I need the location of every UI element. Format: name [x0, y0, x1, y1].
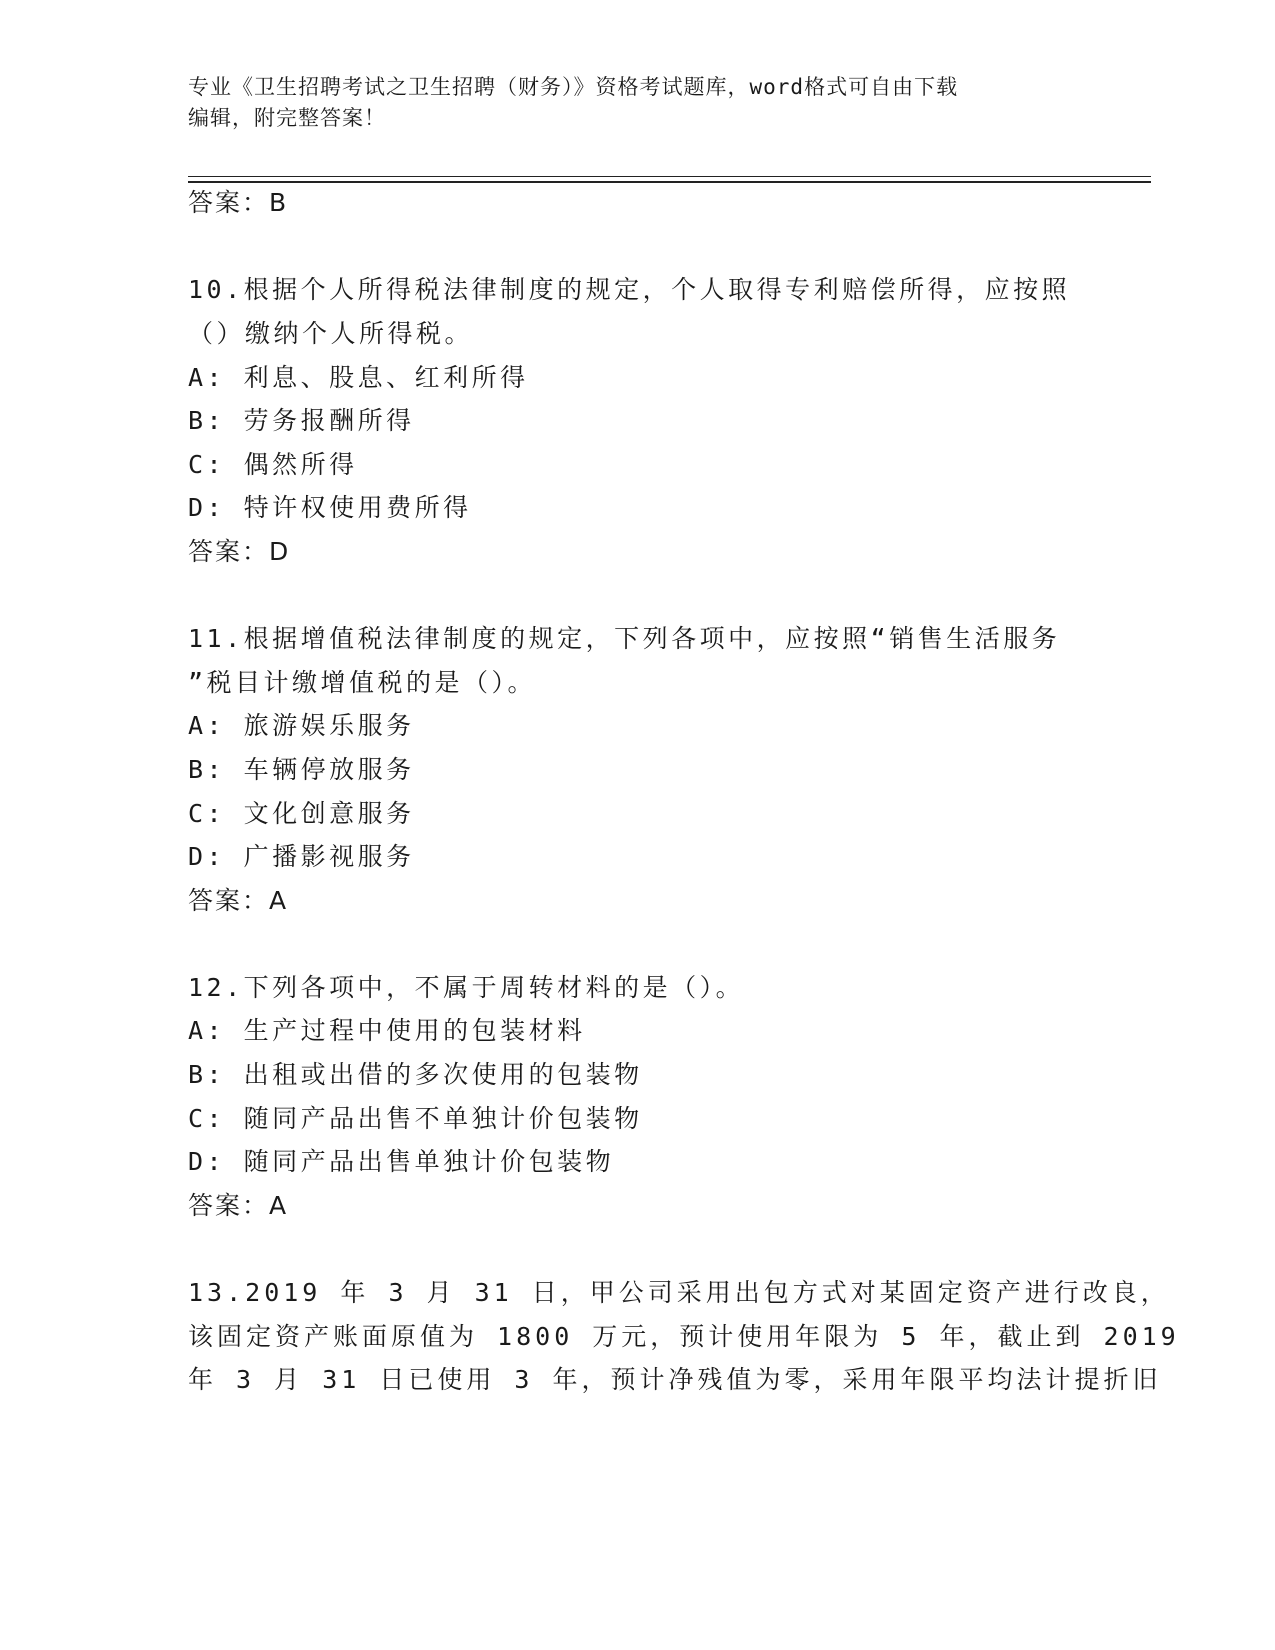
question-12-answer: 答案：A	[188, 1191, 289, 1220]
question-11-stem-line-2: ”税目计缴增值税的是（）。	[188, 668, 537, 697]
question-10-option-b: B: 劳务报酬所得	[188, 406, 415, 435]
question-10-stem-line-1: 10.根据个人所得税法律制度的规定，个人取得专利赔偿所得，应按照	[188, 275, 1071, 304]
question-11-option-b: B: 车辆停放服务	[188, 755, 415, 784]
document-header	[188, 72, 1088, 134]
question-11-answer: 答案：A	[188, 886, 289, 915]
question-10-option-a: A: 利息、股息、红利所得	[188, 363, 529, 392]
question-11-option-c: C: 文化创意服务	[188, 799, 415, 828]
question-10-option-d: D: 特许权使用费所得	[188, 493, 472, 522]
question-11-option-d: D: 广播影视服务	[188, 842, 415, 871]
question-12-stem-line-1: 12.下列各项中，不属于周转材料的是（）。	[188, 973, 745, 1002]
question-11-stem-line-1: 11.根据增值税法律制度的规定，下列各项中，应按照“销售生活服务	[188, 624, 1061, 653]
header-line-2: 编辑，附完整答案！	[188, 106, 386, 130]
answer-previous: 答案：B	[188, 188, 289, 217]
question-10-stem-line-2: （）缴纳个人所得税。	[188, 319, 474, 348]
question-13-stem-line-2: 该固定资产账面原值为 1800 万元，预计使用年限为 5 年，截止到 2019	[188, 1322, 1180, 1351]
question-13-stem-line-3: 年 3 月 31 日已使用 3 年，预计净残值为零，采用年限平均法计提折旧	[188, 1365, 1162, 1394]
question-12-option-d: D: 随同产品出售单独计价包装物	[188, 1147, 615, 1176]
question-12-option-c: C: 随同产品出售不单独计价包装物	[188, 1104, 643, 1133]
question-12-option-b: B: 出租或出借的多次使用的包装物	[188, 1060, 643, 1089]
question-12-option-a: A: 生产过程中使用的包装材料	[188, 1016, 586, 1045]
header-rule-thick	[188, 181, 1151, 183]
question-10-answer: 答案：D	[188, 537, 291, 566]
question-11-option-a: A: 旅游娱乐服务	[188, 711, 415, 740]
question-13-stem-line-1: 13.2019 年 3 月 31 日，甲公司采用出包方式对某固定资产进行改良，	[188, 1278, 1170, 1307]
question-10-option-c: C: 偶然所得	[188, 450, 358, 479]
header-line-1: 专业《卫生招聘考试之卫生招聘（财务）》资格考试题库，word格式可自由下载	[188, 75, 959, 99]
header-rule-thin	[188, 176, 1151, 177]
